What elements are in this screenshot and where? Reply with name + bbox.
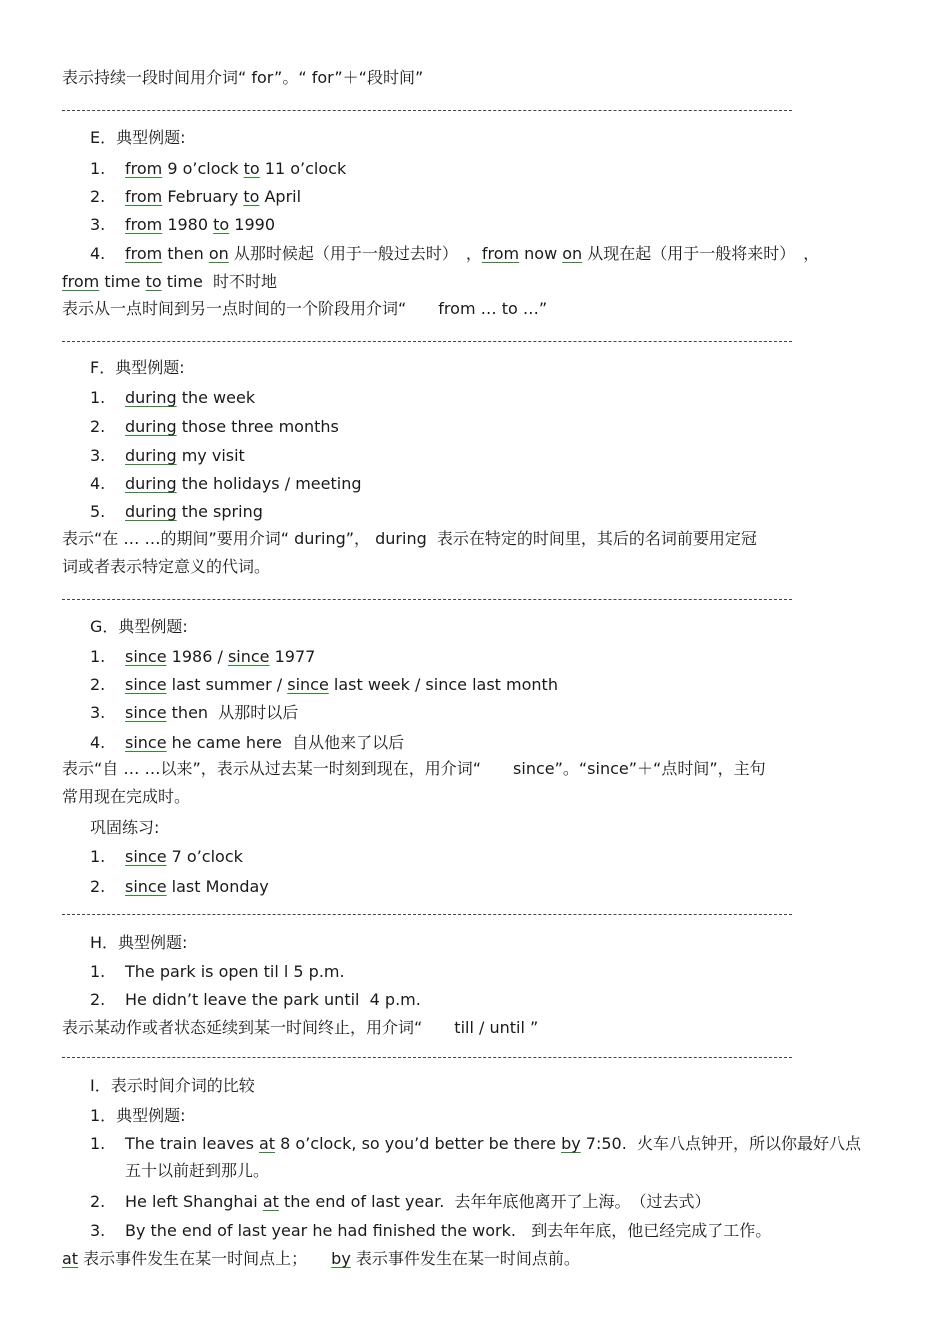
text: my visit xyxy=(176,446,245,465)
text: the end of last year. 去年年底他离开了上海。 （过去式） xyxy=(278,1192,711,1211)
text: the week xyxy=(176,388,256,407)
section-g-summary: 表示“自 … …以来”，表示从过去某一时刻到现在，用介词“ since”。“since”＋“点时间”，主句 xyxy=(62,759,766,778)
intro-for-text: 表示持续一段时间用介词“ for”。“ for”＋“段时间” xyxy=(62,68,424,87)
prep: since xyxy=(125,733,167,752)
list-item-continuation: 五十以前赶到那儿。 xyxy=(125,1161,270,1180)
prep: by xyxy=(331,1249,351,1268)
list-number: 1. xyxy=(90,647,106,666)
text: those three months xyxy=(176,417,339,436)
list-item xyxy=(125,474,362,494)
prep: from xyxy=(62,272,100,291)
text: 1977 xyxy=(269,647,316,666)
list-item: By the end of last year he had finished the work. 到去年年底，他已经完成了工作。 xyxy=(125,1221,772,1240)
list-number: 2. xyxy=(90,1192,106,1211)
text: he came here 自从他来了以后 xyxy=(166,733,405,752)
text: 9 o’clock xyxy=(162,159,244,178)
list-item: He didn’t leave the park until 4 p.m. xyxy=(125,990,421,1009)
list-item xyxy=(125,877,269,897)
text: 表示事件发生在某一时间点上； xyxy=(78,1249,332,1268)
list-number: 2. xyxy=(90,990,106,1009)
list-item xyxy=(125,159,346,179)
section-f-heading: F．典型例题: xyxy=(90,358,185,377)
list-item xyxy=(125,647,315,667)
text: The train leaves xyxy=(125,1134,259,1153)
prep: to xyxy=(243,187,260,206)
prep: during xyxy=(125,474,177,493)
section-i-heading: I．表示时间介词的比较 xyxy=(90,1076,255,1095)
text: time xyxy=(99,272,146,291)
list-number: 2. xyxy=(90,187,106,206)
text: 1986 / xyxy=(166,647,228,666)
text: 1990 xyxy=(229,215,275,234)
list-item xyxy=(125,215,275,235)
prep: from xyxy=(481,244,520,263)
list-item xyxy=(125,1134,861,1154)
section-i-subheading: 1．典型例题: xyxy=(90,1106,186,1125)
text: He left Shanghai xyxy=(125,1192,263,1211)
prep: at xyxy=(259,1134,276,1153)
prep: since xyxy=(227,647,270,666)
section-f-summary-cont: 词或者表示特定意义的代词。 xyxy=(62,557,271,576)
section-f-summary: 表示“在 … …的期间”要用介词“ during”， during 表示在特定的时间里，其后的名词前要用定冠 xyxy=(62,529,757,548)
list-item xyxy=(125,703,298,723)
text: 1980 xyxy=(162,215,214,234)
prep: from xyxy=(125,215,163,234)
list-item: The park is open til l 5 p.m. xyxy=(125,962,345,981)
text: 11 o’clock xyxy=(259,159,347,178)
list-number: 3. xyxy=(90,446,106,465)
prep: at xyxy=(62,1249,79,1268)
list-item xyxy=(125,446,245,466)
list-number: 1. xyxy=(90,847,106,866)
list-number: 1. xyxy=(90,388,106,407)
list-number: 4. xyxy=(90,474,106,493)
list-item xyxy=(125,675,558,695)
prep: during xyxy=(125,446,177,465)
divider xyxy=(62,599,792,600)
text: last Monday xyxy=(166,877,269,896)
list-item xyxy=(125,244,819,264)
prep: since xyxy=(287,675,329,694)
prep: to xyxy=(145,272,162,291)
practice-heading: 巩固练习: xyxy=(90,818,160,837)
list-number: 1. xyxy=(90,1134,106,1153)
prep: since xyxy=(125,675,167,694)
prep: since xyxy=(125,847,167,866)
list-item xyxy=(125,187,301,207)
prep: on xyxy=(562,244,583,263)
list-item xyxy=(125,502,263,522)
prep: during xyxy=(125,388,177,407)
divider xyxy=(62,914,792,915)
list-item xyxy=(125,388,255,408)
prep: from xyxy=(125,187,163,206)
text: 7:50. 火车八点钟开，所以你最好八点 xyxy=(580,1134,861,1153)
list-number: 3. xyxy=(90,703,106,722)
prep: during xyxy=(125,502,177,521)
section-e-summary: 表示从一点时间到另一点时间的一个阶段用介词“ from … to …” xyxy=(62,299,548,318)
text: then xyxy=(162,244,209,263)
divider xyxy=(62,110,792,111)
list-number: 3. xyxy=(90,215,106,234)
text: now xyxy=(519,244,563,263)
text: last summer / xyxy=(166,675,288,694)
section-e-heading: E．典型例题: xyxy=(90,128,186,147)
list-number: 4. xyxy=(90,733,106,752)
text: last week / since last month xyxy=(328,675,558,694)
divider xyxy=(62,341,792,342)
divider xyxy=(62,1057,792,1058)
list-number: 2. xyxy=(90,675,106,694)
prep: by xyxy=(561,1134,581,1153)
list-number: 5. xyxy=(90,502,106,521)
text: 从那时候起（用于一般过去时） ， xyxy=(228,244,482,263)
list-number: 3. xyxy=(90,1221,106,1240)
list-item xyxy=(125,847,243,867)
text: the holidays / meeting xyxy=(176,474,362,493)
list-number: 1. xyxy=(90,962,106,981)
list-number: 2. xyxy=(90,877,106,896)
prep: since xyxy=(125,703,167,722)
list-item xyxy=(125,733,404,753)
text: April xyxy=(259,187,302,206)
text: 7 o’clock xyxy=(166,847,243,866)
text: the spring xyxy=(176,502,263,521)
text: then 从那时以后 xyxy=(166,703,299,722)
prep: on xyxy=(208,244,229,263)
prep: at xyxy=(262,1192,279,1211)
prep: since xyxy=(125,877,167,896)
prep: from xyxy=(125,159,163,178)
text: 从现在起（用于一般将来时） ， xyxy=(582,244,820,263)
section-h-summary: 表示某动作或者状态延续到某一时间终止，用介词“ till / until ” xyxy=(62,1018,539,1037)
text: February xyxy=(162,187,244,206)
section-g-summary-cont: 常用现在完成时。 xyxy=(62,787,191,806)
text: time 时不时地 xyxy=(161,272,278,291)
section-i-summary xyxy=(62,1249,580,1269)
section-h-heading: H．典型例题: xyxy=(90,933,188,952)
section-g-heading: G．典型例题: xyxy=(90,617,188,636)
list-item-continuation xyxy=(62,272,277,292)
prep: to xyxy=(213,215,230,234)
prep: during xyxy=(125,417,177,436)
list-number: 4. xyxy=(90,244,106,263)
list-item xyxy=(125,417,339,437)
text: 8 o’clock, so you’d better be there xyxy=(275,1134,562,1153)
list-item xyxy=(125,1192,711,1212)
prep: to xyxy=(243,159,260,178)
prep: since xyxy=(125,647,167,666)
list-number: 2. xyxy=(90,417,106,436)
prep: from xyxy=(125,244,163,263)
text: 表示事件发生在某一时间点前。 xyxy=(350,1249,580,1268)
list-number: 1. xyxy=(90,159,106,178)
